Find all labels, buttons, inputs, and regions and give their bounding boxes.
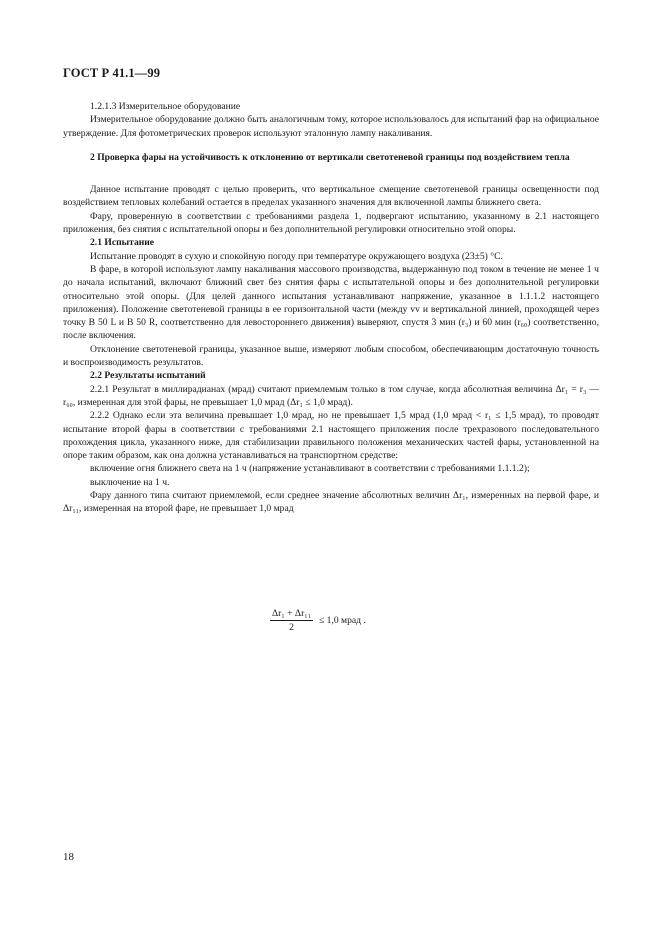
fraction xyxy=(270,608,313,633)
paragraph: 2.2.1 Результат в миллирадианах (мрад) считают приемлемым только в том случае, когда абсолютная величина Δr₁ = r₃ — r₆₀, измеренная для этой фары, не превышает 1,0 мрад (Δr₁ ≤ 1,0 мрад). xyxy=(63,383,599,408)
formula xyxy=(270,608,366,633)
fraction-denominator: 2 xyxy=(289,622,294,633)
paragraph: Данное испытание проводят с целью проверить, что вертикальное смещение светотеневой границы освещенности под воздействием тепловых колебаний остается в пределах указанного значения для включенной лампы ближнего света. xyxy=(63,184,599,209)
subsection-heading: 1.2.1.3 Измерительное оборудование xyxy=(90,101,241,112)
paragraph: Измерительное оборудование должно быть аналогичным тому, которое использовалось для испытаний фар на официальное утверждение. Для фотометрических проверок используют эталонную лампу накаливания. xyxy=(63,114,599,139)
subsection-heading: 2.2 Результаты испытаний xyxy=(90,370,206,382)
paragraph: Фару, проверенную в соответствии с требованиями раздела 1, подвергают испытанию, указанному в 2.1 настоящего приложения, без снятия с испытательной опоры и без дополнительной регулировки относительно этой опоры. xyxy=(63,210,599,236)
paragraph: включение огня ближнего света на 1 ч (напряжение устанавливают в соответствии с требованиями 1.1.1.2); xyxy=(90,463,530,475)
document-code-header: ГОСТ Р 41.1—99 xyxy=(63,66,161,80)
paragraph: Испытание проводят в сухую и спокойную погоду при температуре окружающего воздуха (23±5) °С. xyxy=(90,250,503,262)
paragraph: Отклонение светотеневой границы, указанное выше, измеряют любым способом, обеспечивающим достаточную точность и воспроизводимость результатов. xyxy=(63,343,599,369)
document-body xyxy=(63,100,599,516)
paragraph: 2.2.2 Однако если эта величина превышает 1,0 мрад, но не превышает 1,5 мрад (1,0 мрад < r₁ ≤ 1,5 мрад), то проводят испытание второй фары в соответствии с требованиями 2.1 настоящего приложения после трехразового последовательного прохождения цикла, указанного ниже, для стабилизации правильного положения механических частей фары, установленной на опоре таким образом, как она должна устанавливаться на транспортном средстве: xyxy=(63,410,599,462)
subsection-heading: 2.1 Испытание xyxy=(90,237,155,249)
paragraph: Фару данного типа считают приемлемой, если среднее значение абсолютных величин Δr₁, измеренных на первой фаре, и Δr₁₁, измеренная на второй фаре, не превышает 1,0 мрад xyxy=(63,490,599,515)
formula-rhs: ≤ 1,0 мрад . xyxy=(318,615,366,626)
page-number: 18 xyxy=(63,851,74,863)
fraction-numerator: Δr₁ + Δr₁₁ xyxy=(272,608,311,619)
section-title: 2 Проверка фары на устойчивость к отклонению от вертикали светотеневой границы под воздействием тепла xyxy=(90,151,570,163)
paragraph: выключение на 1 ч. xyxy=(90,476,170,488)
paragraph: В фаре, в которой используют лампу накаливания массового производства, выдержанную под током в течение не менее 1 ч до начала испытаний, включают ближний свет без снятия фары с испытательной опоры и без дополнительной регулировки относительно этой опоры. (Для целей данного испытания устанавливают напряжение, указанное в 1.1.1.2 настоящего приложения). Положение светотеневой границы в ее горизонтальной части (между vv и вертикальной линией, проходящей через точку В 50 L и В 50 R, соответственно для левостороннего движения) выверяют, спустя 3 мин (r₃) и 60 мин (r₆₀) соответственно, после включения. xyxy=(63,263,599,342)
